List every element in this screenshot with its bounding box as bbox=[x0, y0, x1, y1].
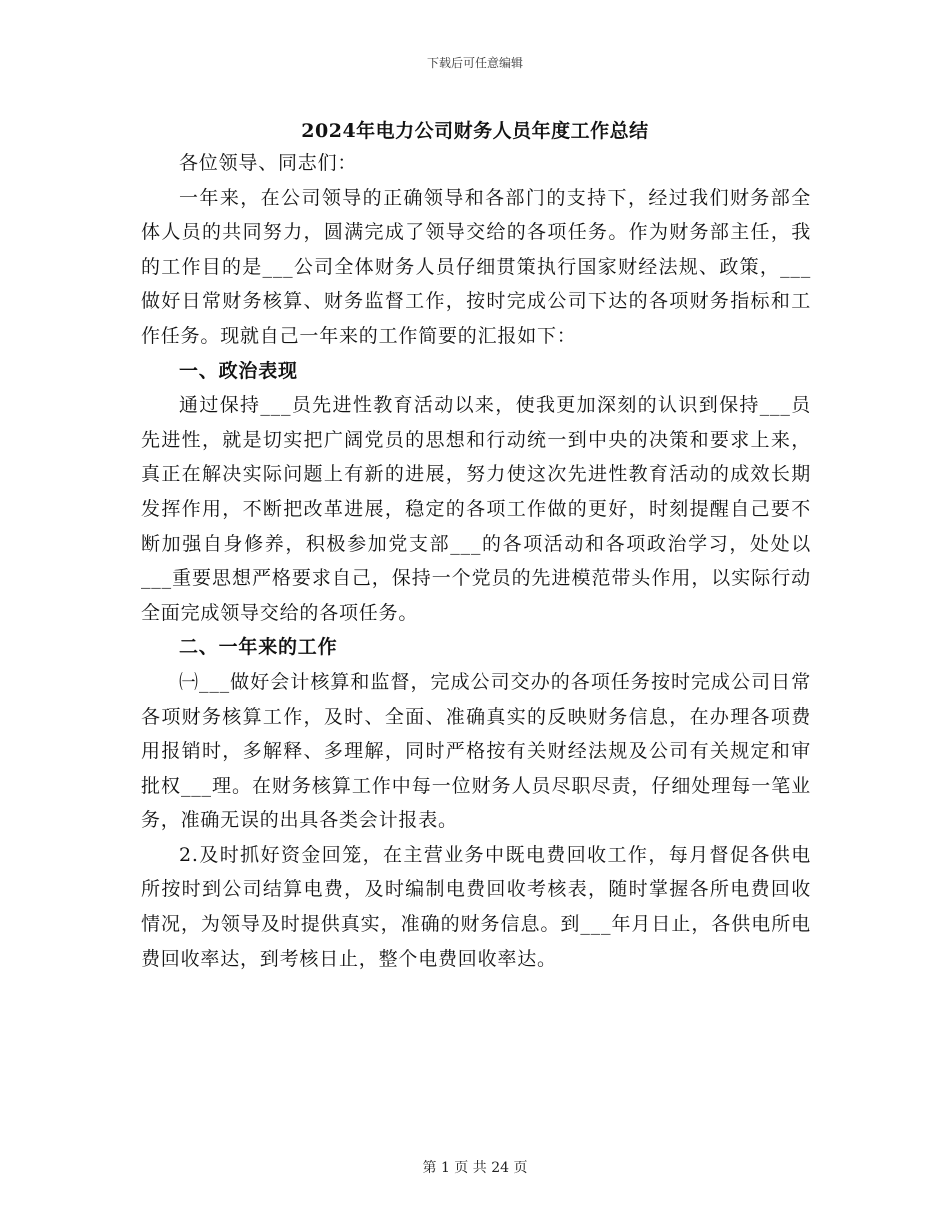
document-title: 2024年电力公司财务人员年度工作总结 bbox=[301, 120, 649, 142]
section-heading-work: 二、一年来的工作 bbox=[179, 636, 338, 659]
section-heading-political: 一、政治表现 bbox=[179, 359, 298, 382]
header-note: 下载后可任意编辑 bbox=[426, 56, 523, 70]
accounting-paragraph: ㈠___做好会计核算和监督，完成公司交办的各项任务按时完成公司日常各项财务核算工作，及时、全面、准确真实的反映财务信息，在办理各项费用报销时，多解释、多理解，同时严格按有关财经法规及公司有关规定和审批权___理。在财务核算工作中每一位财务人员尽职尽责，仔细处理每一笔业务，准确无误的出具各类会计报表。 bbox=[141, 670, 811, 832]
salutation-paragraph: 各位领导、同志们： bbox=[179, 152, 358, 174]
intro-paragraph: 一年来，在公司领导的正确领导和各部门的支持下，经过我们财务部全体人员的共同努力，圆满完成了领导交给的各项任务。作为财务部主任，我的工作目的是___公司全体财务人员仔细贯策执行国家财经法规、政策，___做好日常财务核算、财务监督工作，按时完成公司下达的各项财务指标和工作任务。现就自己一年来的工作简要的汇报如下： bbox=[141, 186, 811, 347]
political-paragraph: 通过保持___员先进性教育活动以来，使我更加深刻的认识到保持___员先进性，就是切实把广阔党员的思想和行动统一到中央的决策和要求上来，真正在解决实际问题上有新的进展，努力使这次先进性教育活动的成效长期发挥作用，不断把改革进展，稳定的各项工作做的更好，时刻提醒自己要不断加强自身修养，积极参加党支部___的各项活动和各项政治学习，处处以___重要思想严格要求自己，保持一个党员的先进模范带头作用，以实际行动全面完成领导交给的各项任务。 bbox=[141, 394, 811, 624]
fund-recovery-paragraph: 2.及时抓好资金回笼，在主营业务中既电费回收工作，每月督促各供电所按时到公司结算电费，及时编制电费回收考核表，随时掌握各所电费回收情况，为领导及时提供真实，准确的财务信息。到___年月日止，各供电所电费回收率达，到考核日止，整个电费回收率达。 bbox=[141, 843, 811, 970]
document-body bbox=[141, 146, 811, 976]
page-number: 第 1 页 共 24 页 bbox=[422, 1160, 528, 1176]
